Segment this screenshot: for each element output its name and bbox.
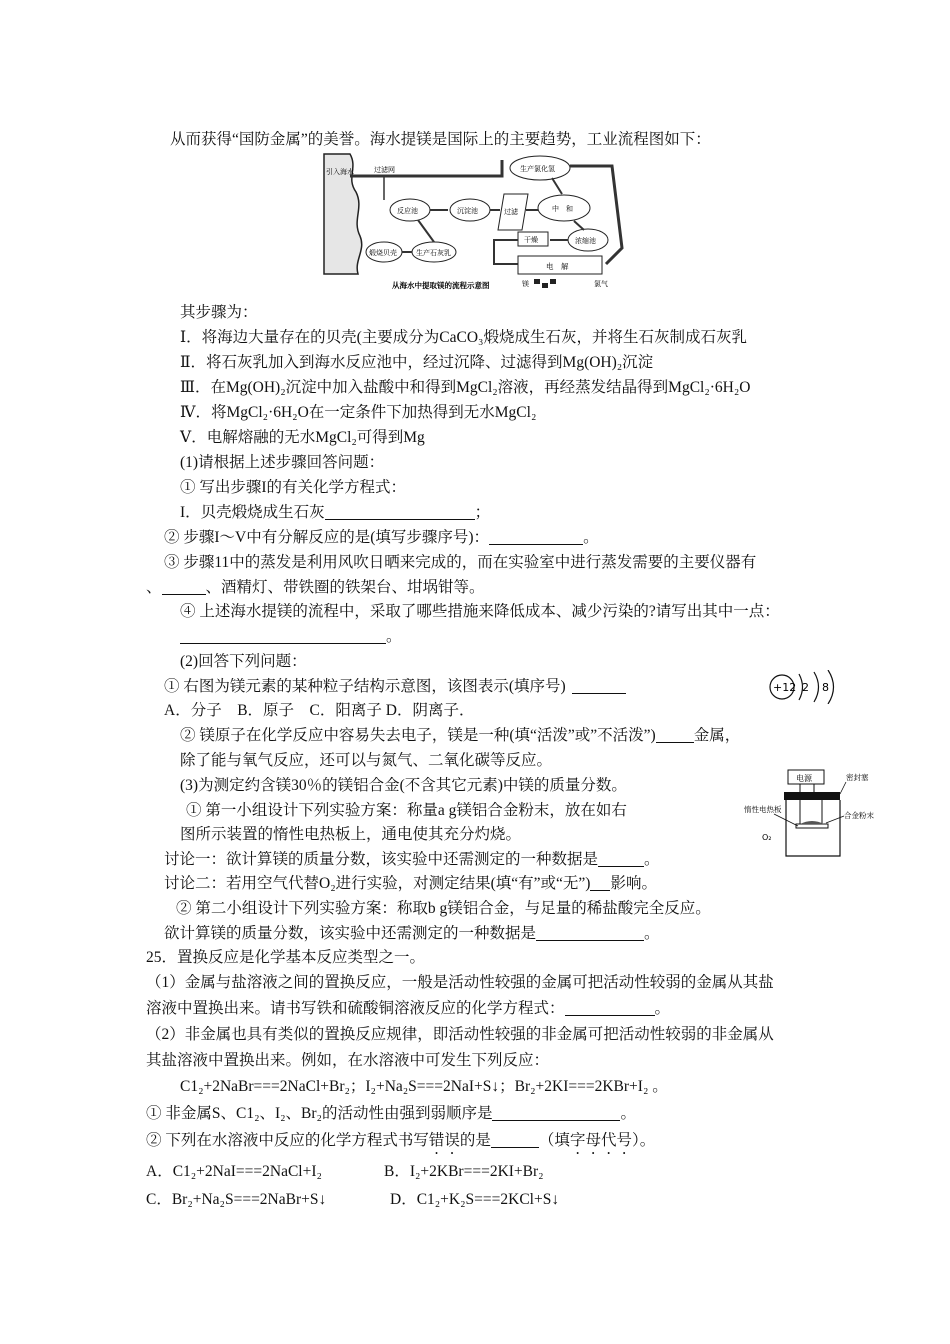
intro-text: 从而获得“国防金属”的美誉。海水提镁是国际上的主要趋势，工业流程图如下：: [170, 131, 711, 148]
q2-b1: [180, 726, 740, 746]
flow-label-filter-net: 过滤网: [374, 166, 395, 174]
q1-d: ④ 上述海水提镁的流程中，采取了哪些措施来降低成本、减少污染的?请写出其中一点：: [180, 603, 780, 620]
q25-ii-emphasis-2: 字母代号: [569, 1132, 632, 1149]
q2-b2: 除了能与氧气反应，还可以与氮气、二氧化碳等反应。: [180, 752, 553, 769]
q25-ii: [146, 1131, 655, 1158]
flowchart-diagram: [322, 148, 634, 294]
q1-b: [164, 528, 599, 548]
atom-nucleus-charge: +12: [773, 681, 797, 694]
q25-ii-mid: 的是: [459, 1132, 491, 1149]
flow-label-quicklime: 生产石灰乳: [416, 249, 451, 257]
q1-d-end: 。: [386, 628, 402, 645]
q3-title: (3)为测定约含镁30％的镁铝合金(不含其它元素)中镁的质量分数。: [180, 777, 627, 794]
q25-option-a: A．C1₂+2NaI===2NaCl+I₂: [146, 1163, 322, 1180]
flow-label-reaction-pool: 反应池: [397, 207, 418, 215]
q1-c2-blank[interactable]: [162, 578, 206, 595]
q2-title: (2)回答下列问题：: [180, 653, 307, 670]
step-2: Ⅱ．将石灰乳加入到海水反应池中，经过沉降、过滤得到Mg(OH)₂沉淀: [180, 354, 654, 371]
q3-d2-text: 讨论二：若用空气代替O₂进行实验，对测定结果(填“有”或“无”): [164, 875, 591, 892]
q1-c2-end: 、酒精灯、带铁圈的铁架台、坩埚钳等。: [205, 579, 485, 596]
q25-p1b-end: 。: [654, 1000, 671, 1017]
flow-label-mg: 镁: [522, 280, 529, 288]
apparatus-powder-label: 合金粉末: [844, 811, 874, 820]
q25-ii-end: （填: [538, 1132, 570, 1149]
q2-a-blank[interactable]: [572, 677, 626, 694]
q1-d-blank[interactable]: [180, 627, 386, 644]
q3-b2: [164, 924, 660, 944]
apparatus-plate-label: 惰性电热板: [744, 805, 782, 814]
q1-title: (1)请根据上述步骤回答问题：: [180, 454, 385, 471]
flow-label-electrolysis: 电 解: [546, 262, 569, 271]
q25-p1b-text: 溶液中置换出来。请书写铁和硫酸铜溶液反应的化学方程式：: [146, 1000, 565, 1017]
q3-discussion-2: [164, 874, 657, 894]
q25-p2a: （2）非金属也具有类似的置换反应规律，即活动性较强的非金属可把活动性较弱的非金属从: [146, 1026, 774, 1043]
q3-d1-text: 讨论一：欲计算镁的质量分数，该实验中还需测定的一种数据是: [164, 851, 599, 868]
q1-c2: [146, 578, 485, 598]
q25-reactions: C1₂+2NaBr===2NaCl+Br₂；I₂+Na₂S===2NaI+S↓；Br₂+2KI===2KBr+I₂ 。: [180, 1078, 668, 1095]
mg-ion-structure-diagram: [768, 670, 840, 704]
q1-a1: [180, 503, 490, 523]
flow-label-hcl: 生产氯化氢: [520, 165, 555, 173]
q1-c2-start: 、: [146, 579, 162, 596]
flow-label-filter: 过滤: [504, 208, 518, 216]
step-4: Ⅳ．将MgCl₂·6H₂O在一定条件下加热得到无水MgCl₂: [180, 404, 537, 421]
steps-title: 其步骤为：: [180, 304, 258, 321]
q25-p1a: （1）金属与盐溶液之间的置换反应，一般是活动性较强的金属可把活动性较弱的金属从其盐: [146, 974, 774, 991]
q1-b-text: ② 步骤I～V中有分解反应的是(填写步骤序号)：: [164, 529, 490, 546]
q2-a: [164, 677, 626, 697]
q2-options: A．分子 B．原子 C．阳离子 D．阴离子．: [164, 702, 475, 719]
q1-a: ① 写出步骤I的有关化学方程式：: [180, 479, 407, 496]
q1-d-answer: [180, 627, 402, 647]
q25-p2b: 其盐溶液中置换出来。例如，在水溶液中可发生下列反应：: [146, 1052, 550, 1069]
q25-i: [146, 1104, 636, 1124]
flow-label-settling-pool: 沉淀池: [457, 207, 478, 215]
flowchart-caption: 从海水中提取镁的流程示意图: [392, 281, 490, 290]
q2-b1-end: 金属，: [693, 727, 741, 744]
q3-d1-end: 。: [644, 851, 660, 868]
q25-ii-close: ）。: [631, 1132, 656, 1149]
q2-b1-text: ② 镁原子在化学反应中容易失去电子，镁是一种(填“活泼”或”不活泼”): [180, 727, 656, 744]
q25-title: 25．置换反应是化学基本反应类型之一。: [146, 949, 426, 966]
q1-b-blank[interactable]: [489, 528, 583, 545]
q25-ii-text: ② 下列在水溶液中反应的化学方程式书写: [146, 1132, 429, 1149]
q2-a-text: ① 右图为镁元素的某种粒子结构示意图，该图表示(填序号): [164, 678, 566, 695]
flow-label-calcine-shell: 煅烧贝壳: [369, 249, 397, 257]
q2-b1-blank[interactable]: [656, 726, 694, 743]
q25-i-end: 。: [620, 1105, 636, 1122]
atom-shell-2: 8: [822, 681, 829, 694]
q3-discussion-1: [164, 850, 660, 870]
flow-label-neutralize: 中 和: [552, 205, 573, 213]
step-1: Ⅰ．将海边大量存在的贝壳(主要成分为CaCO₃煅烧成生石灰，并将生石灰制成石灰乳: [180, 329, 747, 346]
q25-p1-blank[interactable]: [565, 999, 655, 1016]
step-5: Ⅴ．电解熔融的无水MgCl₂可得到Mg: [180, 429, 425, 446]
flow-label-drying: 干燥: [524, 236, 538, 244]
q25-option-d: D．C1₂+K₂S===2KCl+S↓: [390, 1191, 560, 1208]
q3-a2: 图所示装置的惰性电热板上，通电使其充分灼烧。: [180, 826, 522, 843]
q3-b2-text: 欲计算镁的质量分数，该实验中还需测定的一种数据是: [164, 925, 537, 942]
q25-option-c: C．Br₂+Na₂S===2NaBr+S↓: [146, 1191, 327, 1208]
q3-d2-end: 影响。: [610, 875, 657, 892]
q1-a1-blank[interactable]: [325, 503, 475, 520]
flow-label-chlorine: 氯气: [594, 280, 608, 288]
apparatus-seal-label: 密封塞: [846, 773, 869, 782]
step-3: Ⅲ．在Mg(OH)₂沉淀中加入盐酸中和得到MgCl₂溶液，再经蒸发结晶得到MgCl₂·6H₂O: [180, 379, 751, 396]
apparatus-power-label: 电源: [796, 774, 812, 783]
q25-ii-blank[interactable]: [491, 1131, 539, 1148]
q3-b2-blank[interactable]: [536, 924, 644, 941]
q25-p1b: [146, 999, 670, 1019]
q25-i-blank[interactable]: [492, 1104, 620, 1121]
q1-a1-end: ；: [474, 504, 491, 521]
q3-a1: ① 第一小组设计下列实验方案：称量a g镁铝合金粉末，放在如右: [186, 802, 627, 819]
q3-b2-end: 。: [644, 925, 660, 942]
flow-label-concentrating: 浓缩池: [575, 237, 596, 245]
q25-ii-emphasis: 错误: [428, 1132, 460, 1149]
q3-b: ② 第二小组设计下列实验方案：称取b g镁铝合金，与足量的稀盐酸完全反应。: [176, 900, 711, 917]
q3-d2-blank[interactable]: [590, 874, 610, 891]
q3-d1-blank[interactable]: [598, 850, 644, 867]
q25-option-b: B．I₂+2KBr===2KI+Br₂: [384, 1163, 544, 1180]
flow-label-seawater: 引入海水: [326, 168, 354, 176]
q1-c1: ③ 步骤11中的蒸发是利用风吹日晒来完成的，而在实验室中进行蒸发需要的主要仪器有: [164, 554, 757, 571]
apparatus-o2-label: O₂: [762, 833, 772, 842]
q1-b-end: 。: [583, 529, 599, 546]
atom-shell-1: 2: [802, 681, 809, 694]
q1-a1-text: I．贝壳煅烧成生石灰: [180, 504, 325, 521]
heating-apparatus-diagram: [742, 768, 884, 860]
q25-i-text: ① 非金属S、C1₂、I₂、Br₂的活动性由强到弱顺序是: [146, 1105, 493, 1122]
